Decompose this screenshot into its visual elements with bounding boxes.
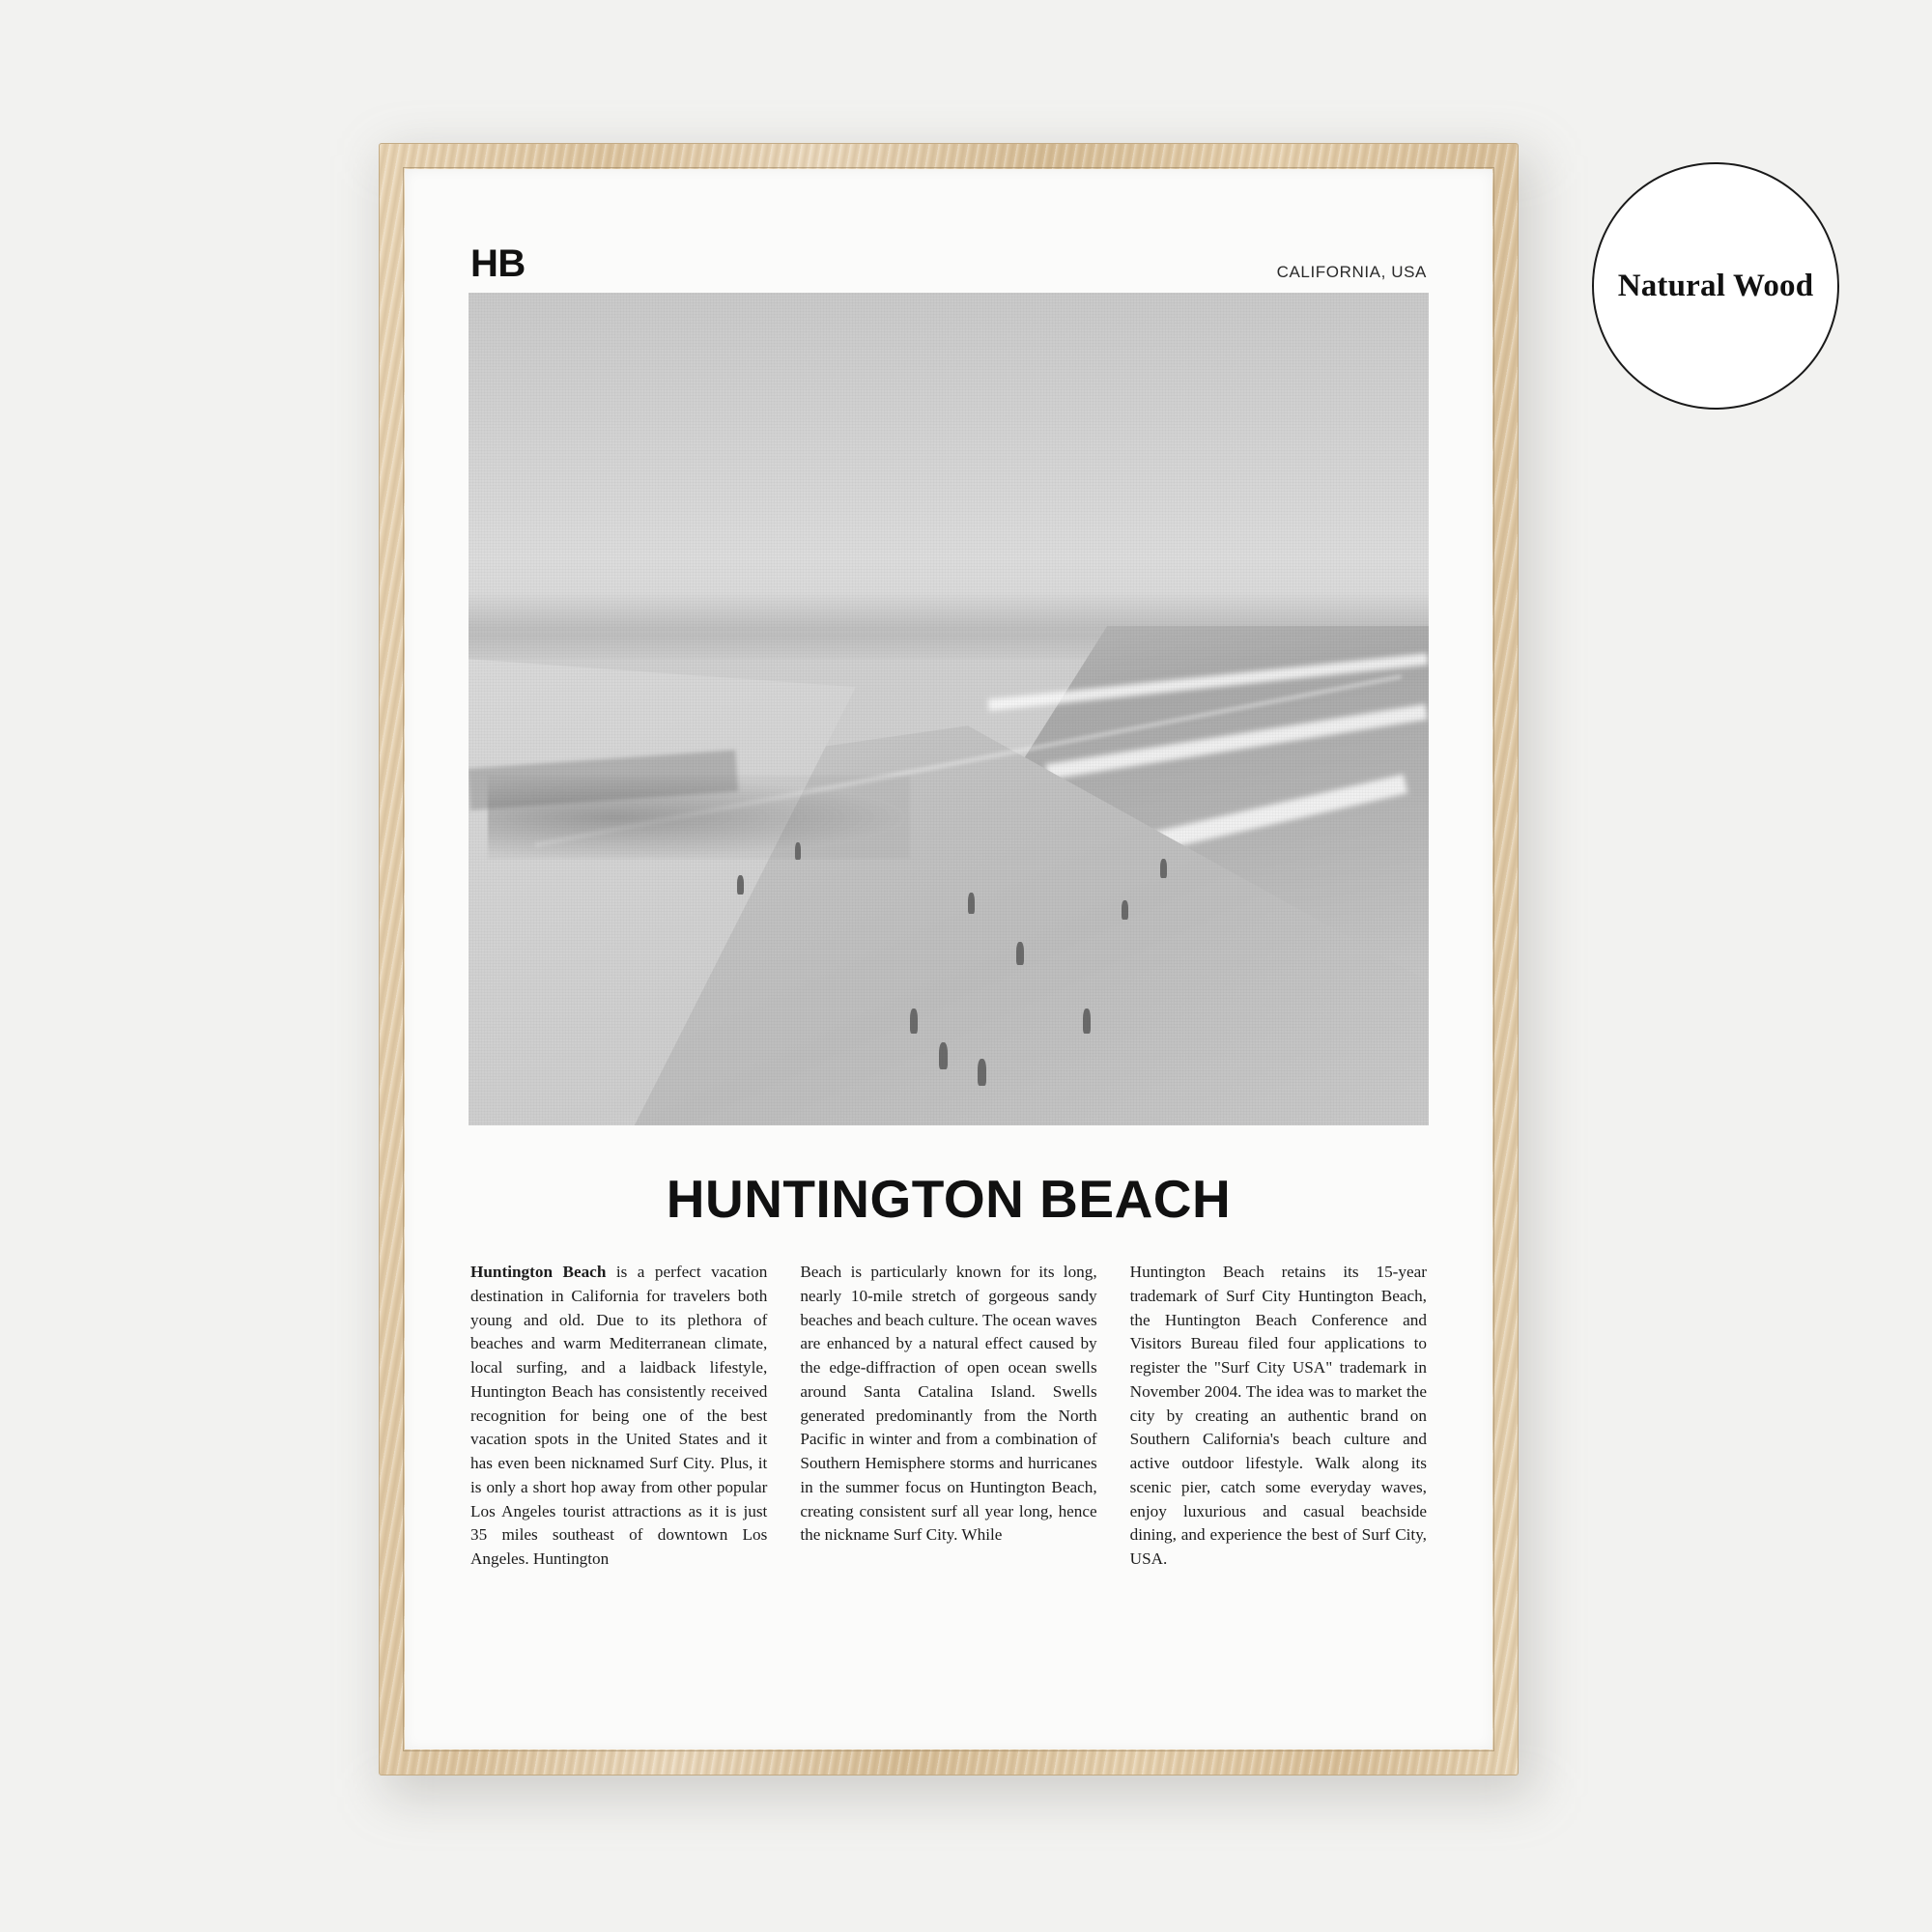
body-text: Huntington Beach retains its 15-year trademark of Surf City Huntington Beach, the Huntington Beach Conference and Visitors Bureau filed four applications to register the "Surf City USA" trademark in November 2004. The idea was to market the city by creating an authentic brand on Southern California's beach culture and active outdoor lifestyle. Walk along its scenic pier, catch some everyday waves, enjoy luxurious and casual beachside dining, and experience the best of Surf City, USA. <box>1129 1263 1427 1569</box>
beach-photograph <box>469 293 1429 1125</box>
poster-header <box>469 244 1429 293</box>
photo-grain <box>469 293 1429 1125</box>
body-text: Beach is particularly known for its long, nearly 10-mile stretch of gorgeous sandy beaches and beach culture. The ocean waves are enhanced by a natural effect caused by the edge-diffraction of open ocean swells around Santa Catalina Island. Swells generated predominantly from the North Pacific in winter and from a combination of Southern Hemisphere storms and hurricanes in the summer focus on Huntington Beach, creating consistent surf all year long, hence the nickname Surf City. While <box>800 1263 1097 1545</box>
natural-wood-badge <box>1592 162 1839 410</box>
body-lead-in: Huntington Beach <box>470 1263 607 1281</box>
poster-monogram: HB <box>470 242 526 285</box>
picture-frame <box>379 143 1519 1776</box>
poster-body-columns <box>469 1261 1429 1572</box>
body-column-1 <box>470 1261 767 1572</box>
badge-label: Natural Wood <box>1617 268 1814 303</box>
body-column-2 <box>800 1261 1096 1572</box>
poster-region-label: CALIFORNIA, USA <box>1276 263 1427 281</box>
body-column-3 <box>1130 1261 1427 1572</box>
poster-title: HUNTINGTON BEACH <box>666 1169 1232 1229</box>
body-text: is a perfect vacation destination in California for travelers both young and old. Due to its plethora of beaches and warm Mediterranean climate, local surfing, and a laidback lifestyle, Huntington Beach has consistently received recognition for being one of the best vacation spots in the United States and it has even been nicknamed Surf City. Plus, it is only a short hop away from other popular Los Angeles tourist attractions as it is just 35 miles southeast of downtown Los Angeles. Huntington <box>470 1263 768 1569</box>
poster-paper <box>405 169 1492 1749</box>
